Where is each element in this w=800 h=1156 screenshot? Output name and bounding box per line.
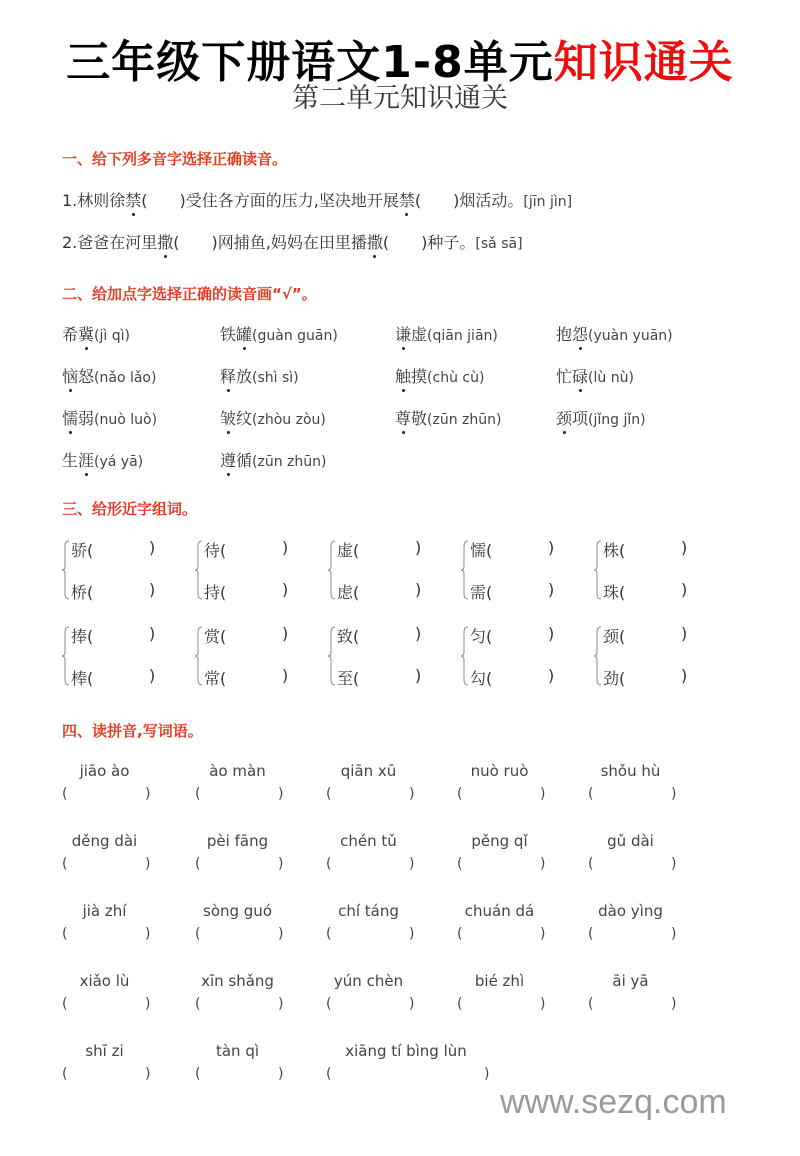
word-blank-row[interactable] — [337, 580, 422, 603]
answer-blank[interactable] — [336, 996, 407, 1014]
open-paren: ( — [173, 233, 180, 252]
open-paren: ( — [353, 583, 360, 602]
close-paren: ) — [145, 786, 151, 802]
word-blank-row[interactable] — [71, 580, 156, 603]
answer-blank[interactable] — [598, 996, 669, 1014]
pinyin-word: qiān xū — [340, 762, 397, 780]
open-paren: ( — [220, 669, 227, 688]
word-blank-row[interactable] — [204, 624, 289, 647]
open-paren: ( — [486, 669, 493, 688]
word-blank-row[interactable] — [204, 666, 289, 689]
similar-char-group — [594, 624, 724, 694]
open-paren: ( — [87, 583, 94, 602]
open-paren: ( — [619, 627, 626, 646]
section2-heading: 二、给加点字选择正确的读音画“√”。 — [62, 285, 317, 303]
word-blank-row[interactable] — [603, 666, 688, 689]
open-paren: ( — [382, 233, 390, 252]
similar-char: 骄 — [71, 541, 88, 560]
page-subtitle: 第二单元知识通关 — [292, 83, 508, 114]
sentence-line — [62, 188, 572, 211]
pinyin-word: shǒu hù — [600, 762, 661, 780]
similar-char: 虑 — [337, 583, 354, 602]
similar-char: 常 — [204, 669, 221, 688]
word-char: 生 — [62, 451, 79, 470]
section1-heading: 一、给下列多音字选择正确读音。 — [62, 150, 288, 168]
open-paren: ( — [326, 856, 332, 872]
brace-icon — [594, 626, 602, 686]
close-paren: ) — [278, 856, 284, 872]
open-paren: ( — [457, 926, 463, 942]
word-blank-row[interactable] — [470, 624, 555, 647]
title-red: 知识通关 — [553, 37, 734, 88]
pinyin-choices[interactable]: (lù nù) — [588, 370, 634, 386]
close-paren: ) — [681, 624, 688, 643]
pinyin-options: [jīn jìn] — [523, 194, 573, 210]
pinyin-choices[interactable]: (zhòu zòu) — [252, 412, 326, 428]
pinyin-choices[interactable]: (jǐng jǐn) — [588, 412, 646, 428]
sentence-middle: )受住各方面的压力,坚决地开展 — [179, 191, 399, 210]
pinyin-choices[interactable]: (nuò luò) — [94, 412, 158, 428]
close-paren: ) — [145, 1066, 151, 1082]
answer-blank[interactable] — [598, 786, 669, 804]
word-char: 皱 — [220, 409, 237, 428]
answer-blank[interactable] — [598, 856, 669, 874]
pinyin-word: jiāo ào — [79, 762, 130, 780]
word-char: 弱 — [78, 409, 95, 428]
brace-icon — [62, 626, 70, 686]
open-paren: ( — [588, 856, 594, 872]
word-char: 冀 — [78, 325, 95, 344]
open-paren: ( — [353, 541, 360, 560]
answer-blank[interactable] — [205, 996, 276, 1014]
similar-char: 赏 — [204, 627, 221, 646]
open-paren: ( — [457, 786, 463, 802]
word-char: 铁 — [220, 325, 237, 344]
close-paren: ) — [409, 856, 415, 872]
similar-char: 株 — [603, 541, 620, 560]
similar-char-group — [328, 538, 458, 608]
answer-blank[interactable] — [336, 1066, 482, 1084]
close-paren: ) — [282, 624, 289, 643]
close-paren: ) — [540, 996, 546, 1012]
close-paren: ) — [149, 666, 156, 685]
similar-char-group — [461, 624, 591, 694]
pinyin-word: bié zhì — [474, 972, 525, 990]
open-paren: ( — [87, 669, 94, 688]
word-char: 颈 — [556, 409, 573, 428]
word-char: 碌 — [572, 367, 589, 386]
dotted-char: 撒 — [366, 233, 383, 252]
pinyin-word: gǔ dài — [607, 832, 654, 850]
word-char: 摸 — [411, 367, 428, 386]
pinyin-word: āi yā — [612, 972, 649, 990]
open-paren: ( — [326, 1066, 332, 1082]
word-choice-item — [556, 406, 646, 429]
close-paren: ) — [278, 786, 284, 802]
close-paren: ) — [282, 666, 289, 685]
pinyin-word: xīn shǎng — [201, 972, 274, 990]
similar-char-group — [195, 538, 325, 608]
word-blank-row[interactable] — [470, 666, 555, 689]
close-paren: ) — [540, 786, 546, 802]
word-choice-item — [62, 322, 130, 345]
word-blank-row[interactable] — [603, 624, 688, 647]
open-paren: ( — [326, 786, 332, 802]
word-char: 怒 — [78, 367, 95, 386]
answer-blank[interactable] — [336, 786, 407, 804]
open-paren: ( — [195, 856, 201, 872]
open-paren: ( — [62, 996, 68, 1012]
pinyin-choices[interactable]: (chù cù) — [427, 370, 485, 386]
word-blank-row[interactable] — [71, 666, 156, 689]
word-blank-row[interactable] — [337, 538, 422, 561]
brace-icon — [461, 626, 469, 686]
word-blank-row[interactable] — [204, 580, 289, 603]
close-paren: ) — [409, 996, 415, 1012]
close-paren: ) — [415, 580, 422, 599]
close-paren: ) — [149, 580, 156, 599]
word-blank-row[interactable] — [337, 624, 422, 647]
word-char: 敬 — [411, 409, 428, 428]
word-choice-item — [395, 364, 484, 387]
close-paren: ) — [278, 1066, 284, 1082]
similar-char: 懦 — [470, 541, 487, 560]
close-paren: ) — [548, 624, 555, 643]
open-paren: ( — [220, 583, 227, 602]
open-paren: ( — [457, 856, 463, 872]
answer-blank[interactable] — [467, 996, 538, 1014]
pinyin-word: pèi fāng — [206, 832, 269, 850]
similar-char-group — [195, 624, 325, 694]
open-paren: ( — [220, 627, 227, 646]
dotted-char: 禁 — [125, 191, 142, 210]
pinyin-choices[interactable]: (jì qì) — [94, 328, 130, 344]
close-paren: ) — [145, 926, 151, 942]
pinyin-choices[interactable]: (guàn guān) — [252, 328, 338, 344]
similar-char-group — [328, 624, 458, 694]
open-paren: ( — [220, 541, 227, 560]
close-paren: ) — [282, 580, 289, 599]
word-char: 罐 — [236, 325, 253, 344]
open-paren: ( — [414, 191, 422, 210]
close-paren: ) — [681, 538, 688, 557]
word-char: 遵 — [220, 451, 237, 470]
brace-icon — [594, 540, 602, 600]
similar-char: 棒 — [71, 669, 88, 688]
word-char: 释 — [220, 367, 237, 386]
word-choice-item — [395, 322, 498, 345]
close-paren: ) — [681, 580, 688, 599]
open-paren: ( — [195, 926, 201, 942]
close-paren: ) — [409, 786, 415, 802]
word-char: 纹 — [236, 409, 253, 428]
similar-char: 桥 — [71, 583, 88, 602]
close-paren: ) — [278, 926, 284, 942]
open-paren: ( — [486, 583, 493, 602]
section4-heading: 四、读拼音,写词语。 — [62, 722, 203, 740]
close-paren: ) — [548, 580, 555, 599]
word-choice-item — [220, 406, 326, 429]
sentence-prefix: 2.爸爸在河里 — [62, 233, 158, 252]
open-paren: ( — [195, 996, 201, 1012]
open-paren: ( — [62, 786, 68, 802]
pinyin-word: jià zhí — [82, 902, 127, 920]
similar-char: 需 — [470, 583, 487, 602]
brace-icon — [328, 626, 336, 686]
brace-icon — [328, 540, 336, 600]
close-paren: ) — [149, 624, 156, 643]
answer-blank[interactable] — [72, 996, 143, 1014]
open-paren: ( — [588, 996, 594, 1012]
open-paren: ( — [87, 627, 94, 646]
open-paren: ( — [141, 191, 148, 210]
open-paren: ( — [62, 1066, 68, 1082]
word-char: 谦 — [395, 325, 412, 344]
pinyin-word: yún chèn — [333, 972, 404, 990]
word-blank-row[interactable] — [71, 624, 156, 647]
open-paren: ( — [588, 926, 594, 942]
open-paren: ( — [195, 1066, 201, 1082]
pinyin-word: sòng guó — [203, 902, 272, 920]
close-paren: ) — [681, 666, 688, 685]
word-char: 触 — [395, 367, 412, 386]
close-paren: ) — [415, 666, 422, 685]
pinyin-word: xiāng tí bìng lùn — [345, 1042, 467, 1060]
brace-icon — [62, 540, 70, 600]
watermark: www.sezq.com — [500, 1083, 727, 1121]
pinyin-word: pěng qǐ — [471, 832, 528, 850]
similar-char-group — [62, 624, 192, 694]
sentence-suffix: )烟活动。 — [453, 191, 524, 210]
open-paren: ( — [353, 669, 360, 688]
word-blank-row[interactable] — [71, 538, 156, 561]
brace-icon — [195, 540, 203, 600]
close-paren: ) — [484, 1066, 490, 1082]
brace-icon — [195, 626, 203, 686]
word-choice-item — [220, 322, 338, 345]
open-paren: ( — [619, 541, 626, 560]
similar-char: 虚 — [337, 541, 354, 560]
pinyin-choices[interactable]: (yá yā) — [94, 454, 144, 470]
pinyin-choices[interactable]: (qiān jiān) — [427, 328, 498, 344]
close-paren: ) — [671, 786, 677, 802]
similar-char: 匀 — [470, 627, 487, 646]
close-paren: ) — [540, 856, 546, 872]
word-choice-item — [62, 448, 143, 471]
word-choice-item — [556, 364, 634, 387]
open-paren: ( — [195, 786, 201, 802]
open-paren: ( — [486, 627, 493, 646]
pinyin-word: shī zi — [85, 1042, 124, 1060]
pinyin-word: ào màn — [209, 762, 266, 780]
word-char: 忙 — [556, 367, 573, 386]
answer-blank[interactable] — [467, 856, 538, 874]
pinyin-word: xiǎo lù — [79, 972, 130, 990]
open-paren: ( — [87, 541, 94, 560]
word-char: 恼 — [62, 367, 79, 386]
close-paren: ) — [548, 666, 555, 685]
open-paren: ( — [353, 627, 360, 646]
similar-char: 待 — [204, 541, 221, 560]
similar-char: 至 — [337, 669, 354, 688]
section3-heading: 三、给形近字组词。 — [62, 500, 198, 518]
answer-blank[interactable] — [336, 856, 407, 874]
pinyin-choices[interactable]: (nǎo lǎo) — [94, 370, 157, 386]
pinyin-word: chén tǔ — [340, 832, 397, 850]
open-paren: ( — [588, 786, 594, 802]
word-char: 希 — [62, 325, 79, 344]
answer-blank[interactable] — [205, 786, 276, 804]
word-choice-item — [220, 364, 299, 387]
answer-blank[interactable] — [72, 1066, 143, 1084]
open-paren: ( — [486, 541, 493, 560]
answer-blank[interactable] — [72, 856, 143, 874]
close-paren: ) — [671, 996, 677, 1012]
word-char: 项 — [572, 409, 589, 428]
word-choice-item — [62, 364, 156, 387]
answer-blank[interactable] — [467, 786, 538, 804]
word-blank-row[interactable] — [603, 538, 688, 561]
close-paren: ) — [548, 538, 555, 557]
word-char: 循 — [236, 451, 253, 470]
similar-char: 劲 — [603, 669, 620, 688]
open-paren: ( — [326, 926, 332, 942]
sentence-middle: )网捕鱼,妈妈在田里播 — [211, 233, 367, 252]
pinyin-word: dào yìng — [598, 902, 663, 920]
answer-blank[interactable] — [72, 786, 143, 804]
answer-blank[interactable] — [205, 926, 276, 944]
answer-blank[interactable] — [72, 926, 143, 944]
close-paren: ) — [671, 856, 677, 872]
open-paren: ( — [62, 856, 68, 872]
answer-blank[interactable] — [467, 926, 538, 944]
similar-char: 颈 — [603, 627, 620, 646]
brace-icon — [461, 540, 469, 600]
similar-char: 持 — [204, 583, 221, 602]
similar-char-group — [594, 538, 724, 608]
word-choice-item — [556, 322, 673, 345]
pinyin-word: nuò ruò — [470, 762, 529, 780]
word-choice-item — [220, 448, 326, 471]
title-black: 三年级下册语文1-8单元 — [66, 37, 554, 88]
similar-char-group — [62, 538, 192, 608]
close-paren: ) — [415, 624, 422, 643]
answer-blank[interactable] — [205, 1066, 276, 1084]
pinyin-choices[interactable]: (zūn zhūn) — [252, 454, 327, 470]
word-char: 尊 — [395, 409, 412, 428]
close-paren: ) — [282, 538, 289, 557]
word-blank-row[interactable] — [470, 580, 555, 603]
word-char: 怨 — [572, 325, 589, 344]
close-paren: ) — [145, 996, 151, 1012]
pinyin-word: chuán dá — [464, 902, 535, 920]
word-char: 懦 — [62, 409, 79, 428]
answer-blank[interactable] — [598, 926, 669, 944]
open-paren: ( — [457, 996, 463, 1012]
sentence-line — [62, 230, 523, 253]
word-blank-row[interactable] — [603, 580, 688, 603]
word-blank-row[interactable] — [204, 538, 289, 561]
word-choice-item — [62, 406, 157, 429]
open-paren: ( — [619, 583, 626, 602]
dotted-char: 撒 — [157, 233, 174, 252]
word-blank-row[interactable] — [337, 666, 422, 689]
pinyin-choices[interactable]: (yuàn yuān) — [588, 328, 673, 344]
answer-blank[interactable] — [336, 926, 407, 944]
close-paren: ) — [415, 538, 422, 557]
close-paren: ) — [145, 856, 151, 872]
pinyin-word: chí táng — [338, 902, 399, 920]
close-paren: ) — [149, 538, 156, 557]
similar-char: 致 — [337, 627, 354, 646]
word-char: 放 — [236, 367, 253, 386]
close-paren: ) — [540, 926, 546, 942]
pinyin-choices[interactable]: (shì sì) — [252, 370, 299, 386]
pinyin-word: děng dài — [71, 832, 138, 850]
open-paren: ( — [326, 996, 332, 1012]
close-paren: ) — [278, 996, 284, 1012]
similar-char-group — [461, 538, 591, 608]
word-char: 虚 — [411, 325, 428, 344]
similar-char: 勾 — [470, 669, 487, 688]
sentence-suffix: )种子。 — [421, 233, 476, 252]
pinyin-word: tàn qì — [215, 1042, 260, 1060]
close-paren: ) — [671, 926, 677, 942]
answer-blank[interactable] — [205, 856, 276, 874]
similar-char: 捧 — [71, 627, 88, 646]
open-paren: ( — [62, 926, 68, 942]
similar-char: 珠 — [603, 583, 620, 602]
word-char: 抱 — [556, 325, 573, 344]
pinyin-choices[interactable]: (zūn zhūn) — [427, 412, 502, 428]
close-paren: ) — [409, 926, 415, 942]
word-choice-item — [395, 406, 501, 429]
word-char: 涯 — [78, 451, 95, 470]
sentence-prefix: 1.林则徐 — [62, 191, 126, 210]
dotted-char: 禁 — [398, 191, 415, 210]
pinyin-options: [sǎ sā] — [475, 236, 523, 252]
open-paren: ( — [619, 669, 626, 688]
word-blank-row[interactable] — [470, 538, 555, 561]
